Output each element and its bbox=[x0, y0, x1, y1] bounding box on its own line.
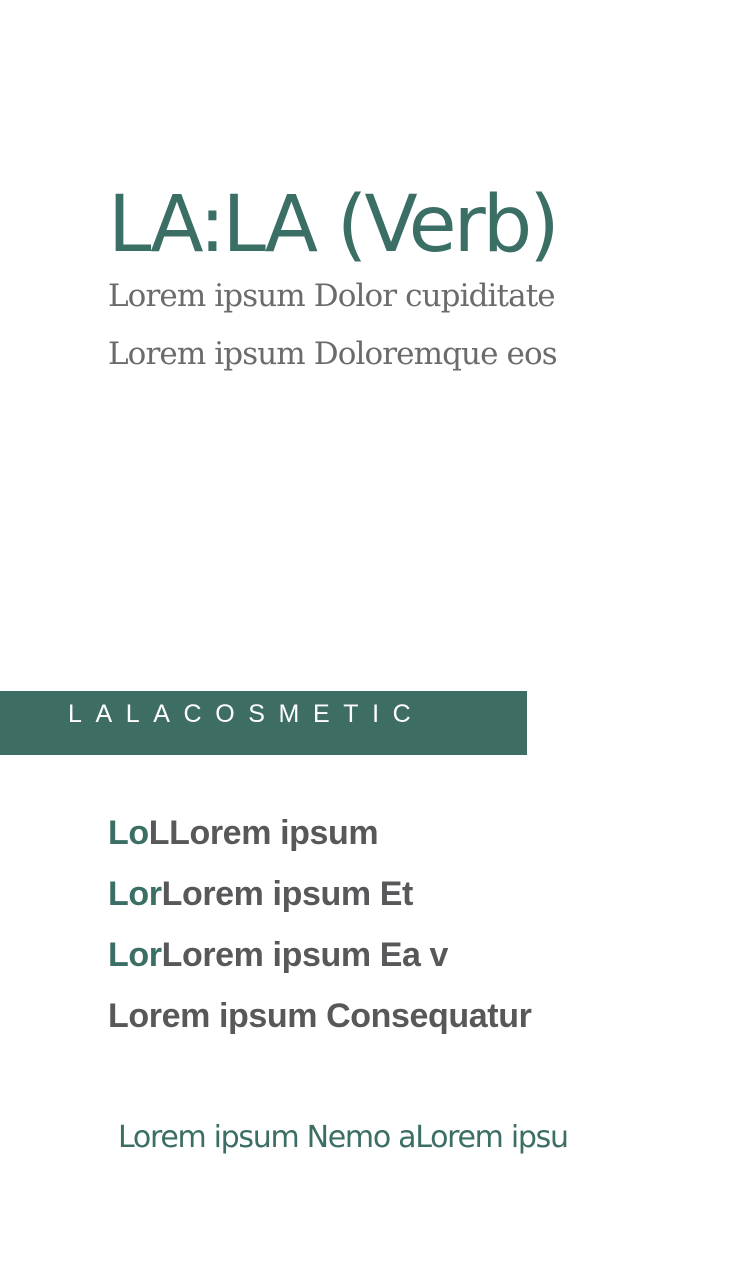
page-title: LA:LA (Verb) bbox=[108, 180, 557, 270]
feature-text: Lorem ipsum Consequatur bbox=[108, 997, 532, 1035]
feature-text: Lorem ipsum Ea v bbox=[161, 936, 449, 974]
feature-item bbox=[108, 991, 531, 1052]
footer-tagline: Lorem ipsum Nemo aLorem ipsu bbox=[118, 1120, 568, 1155]
feature-text: Lorem ipsum Et bbox=[161, 875, 413, 913]
feature-list bbox=[108, 808, 531, 1052]
subtitle-line-1: Lorem ipsum Dolor cupiditate bbox=[108, 278, 555, 314]
feature-accent: Lo bbox=[108, 814, 149, 852]
feature-accent: Lor bbox=[108, 875, 162, 913]
brand-label: LALACOSMETIC bbox=[68, 700, 425, 728]
subtitle-line-2: Lorem ipsum Doloremque eos bbox=[108, 336, 557, 372]
feature-item bbox=[108, 930, 531, 991]
feature-item bbox=[108, 869, 531, 930]
feature-item bbox=[108, 808, 531, 869]
brand-banner bbox=[0, 691, 527, 755]
feature-text: LLorem ipsum bbox=[148, 814, 379, 852]
feature-accent: Lor bbox=[108, 936, 162, 974]
